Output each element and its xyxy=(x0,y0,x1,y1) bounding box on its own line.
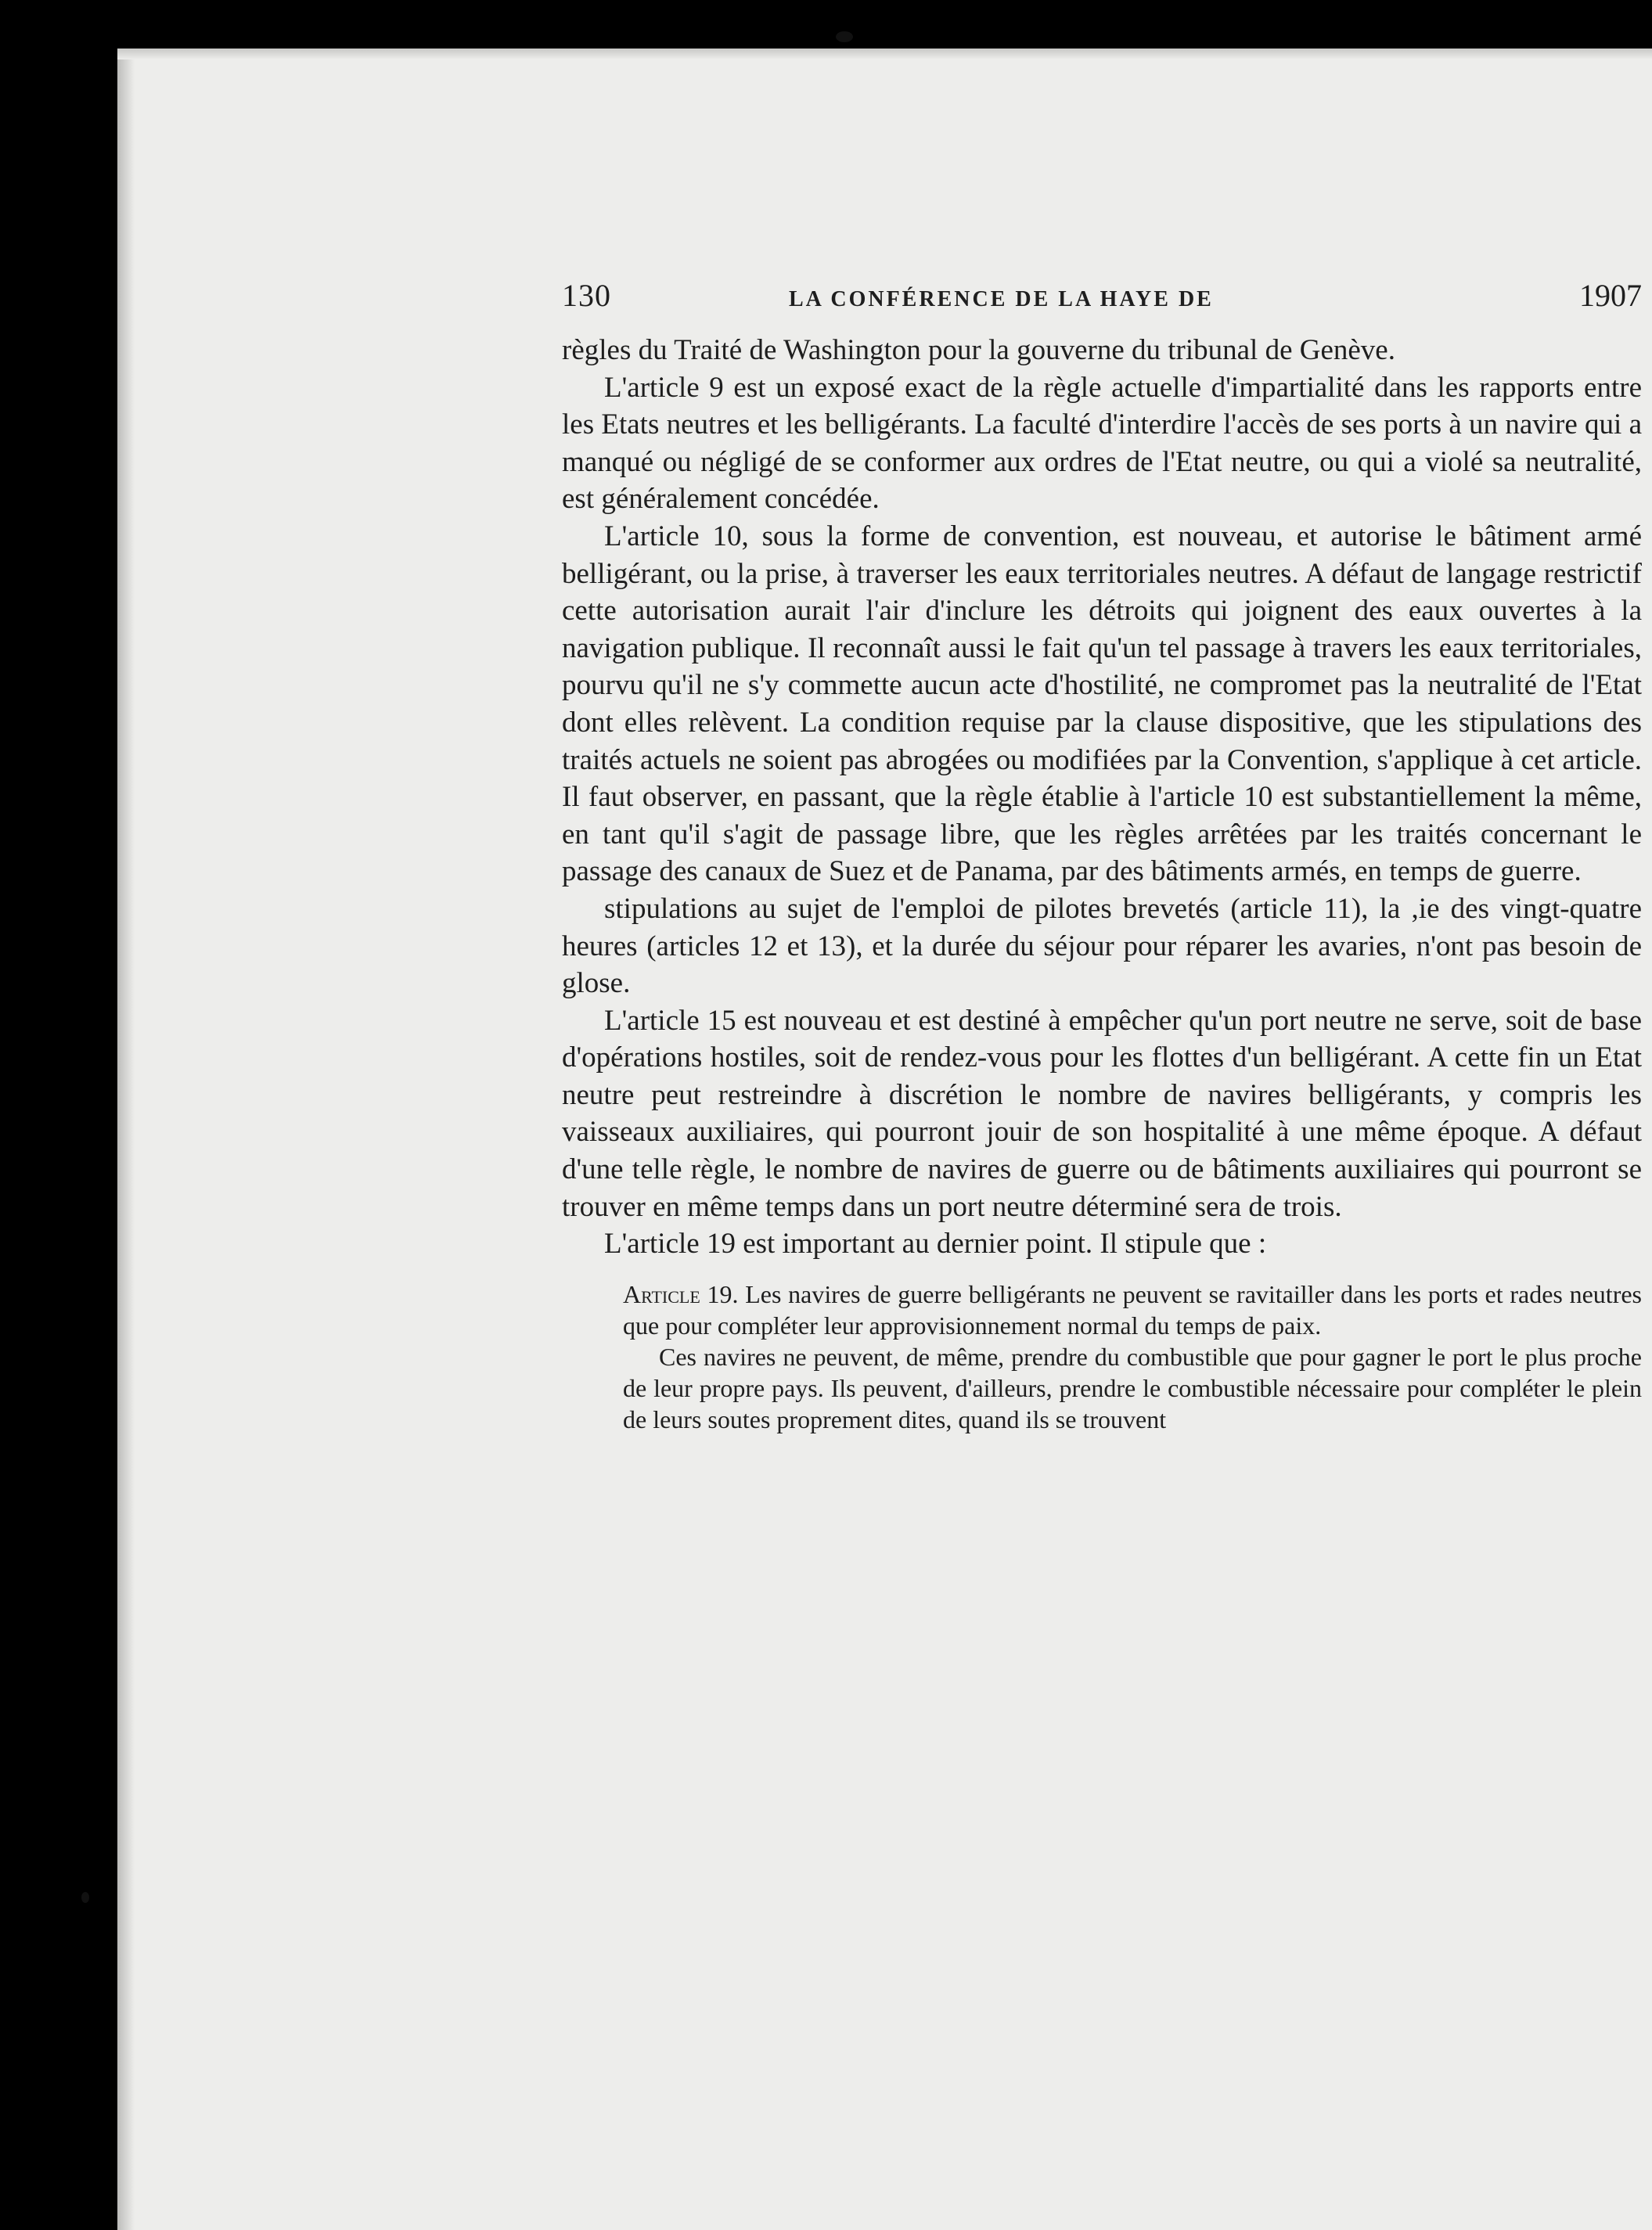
page-binding-edge xyxy=(117,49,135,2230)
running-head xyxy=(562,277,1642,332)
page xyxy=(117,49,1652,2230)
quote-label: Article 19. xyxy=(623,1279,739,1308)
paragraph-4: stipulations au sujet de l'emploi de pilotes brevetés (article 11), la ,ie des vingt-quatre heures (articles 12 et 13), et la durée du séjour pour réparer les avaries, n'ont pas besoin de glose. xyxy=(562,892,1642,1000)
quote-first-text: Les navires de guerre belligérants ne peuvent se ravitailler dans les ports et rades neutres que pour compléter leur approvisionnement normal du temps de paix. xyxy=(623,1279,1643,1340)
text-block xyxy=(562,277,1642,1435)
paragraph-3: L'article 10, sous la forme de convention, est nouveau, et autorise le bâtiment armé belligérant, ou la prise, à traverser les eaux territoriales neutres. A défaut de langage restrictif cette autorisation aurait l'air d'inclure les détroits qui joignent des eaux ouvertes à la navigation publique. Il reconnaît aussi le fait qu'un tel passage à travers les eaux territoriales, pourvu qu'il ne s'y commette aucun acte d'hostilité, ne compromet pas la neutralité de l'Etat dont elles relèvent. La condition requise par la clause dispositive, que les stipulations des traités actuels ne soient pas abrogées ou modifiées par la Convention, s'applique à cet article. Il faut observer, en passant, que la règle établie à l'article 10 est substantiellement la même, en tant qu'il s'agit de passage libre, que les règles arrêtées par les traités concernant le passage des canaux de Suez et de Panama, par des bâtiments armés, en temps de guerre. xyxy=(562,520,1642,888)
paragraph-2: L'article 9 est un exposé exact de la règle actuelle d'impartialité dans les rapports entre les Etats neutres et les belligérants. La faculté d'interdire l'accès de ses ports à un navire qui a manqué ou négligé de se conformer aux ordres de l'Etat neutre, ou qui a violé sa neutralité, est généralement concédée. xyxy=(562,371,1642,516)
paragraph-6: L'article 19 est important au dernier point. Il stipule que : xyxy=(604,1228,1267,1261)
scan-speck-left xyxy=(81,1892,89,1903)
scan-speck-top xyxy=(836,31,853,42)
quote-paragraph-1 xyxy=(623,1279,1642,1341)
running-title: LA CONFÉRENCE DE LA HAYE DE xyxy=(789,287,1214,311)
page-top-edge xyxy=(117,49,1652,59)
quote-paragraph-2: Ces navires ne peuvent, de même, prendre du combustible que pour gagner le port le plus proche de leur propre pays. Ils peuvent, d'ailleurs, prendre le combustible nécessaire pour compléter le plein de leurs soutes proprement dites, quand ils se trouvent xyxy=(623,1342,1642,1433)
page-number: 130 xyxy=(562,278,611,313)
paragraph-5: L'article 15 est nouveau et est destiné à empêcher qu'un port neutre ne serve, soit de base d'opérations hostiles, soit de rendez-vous pour les flottes d'un belligérant. A cette fin un Etat neutre peut restreindre à discrétion le nombre de navires belligérants, y compris les vaisseaux auxiliaires, qui pourront jouir de son hospitalité à une même époque. A défaut d'une telle règle, le nombre de navires de guerre ou de bâtiments auxiliaires qui pourront se trouver en même temps dans un port neutre déterminé sera de trois. xyxy=(562,1004,1642,1223)
quoted-article xyxy=(623,1279,1642,1435)
paragraph-1: règles du Traité de Washington pour la gouverne du tribunal de Genève. xyxy=(562,334,1395,366)
running-year: 1907 xyxy=(1579,278,1642,313)
